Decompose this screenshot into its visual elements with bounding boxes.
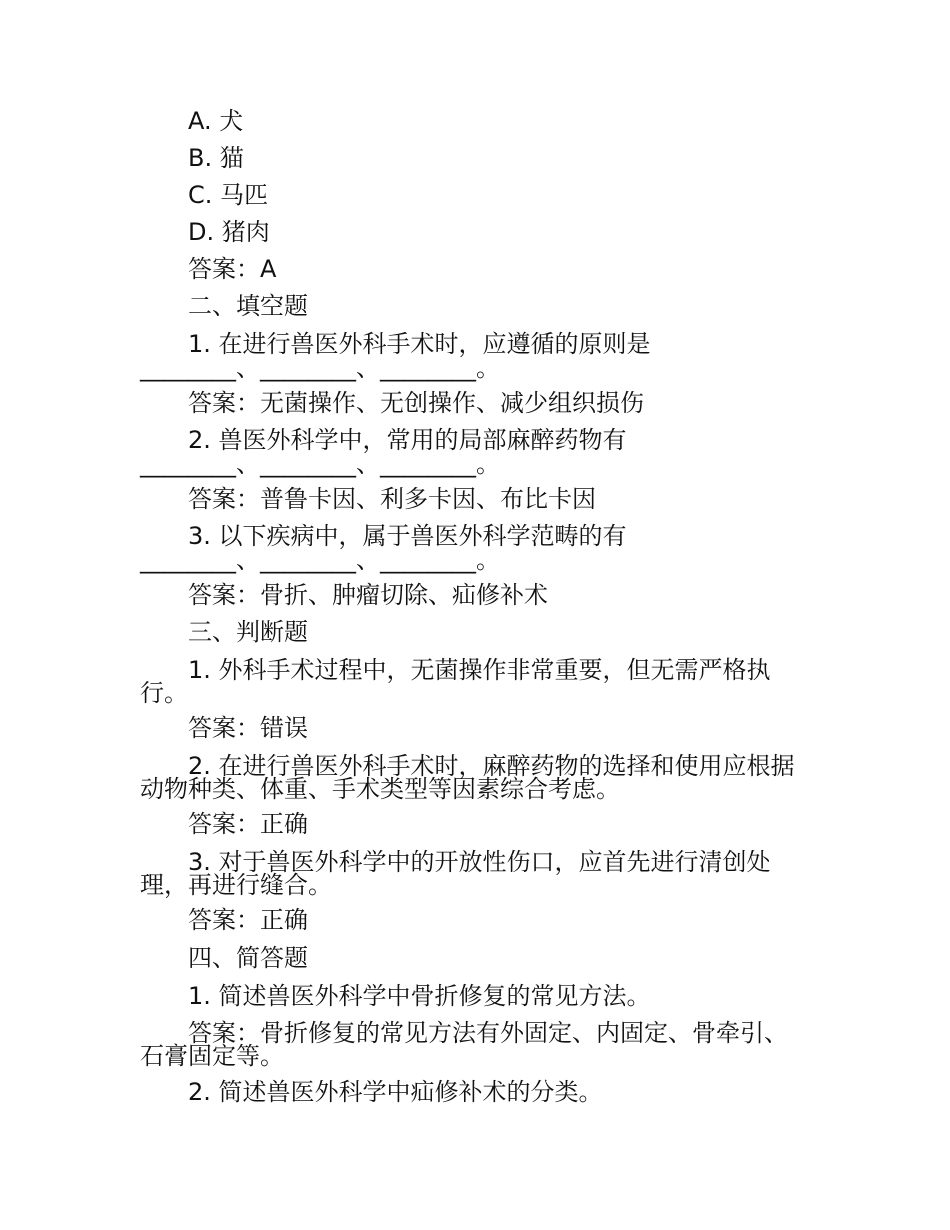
choice-answer: 答案：A	[188, 255, 277, 283]
short-answer-1-line2: 石膏固定等。	[140, 1042, 284, 1070]
judge-question-1-line2: 行。	[140, 679, 188, 707]
judge-answer-2: 答案：正确	[188, 810, 308, 838]
section-title-judge: 三、判断题	[188, 618, 308, 646]
section-title-short: 四、简答题	[188, 944, 308, 972]
judge-question-3-line1: 3. 对于兽医外科学中的开放性伤口，应首先进行清创处	[188, 848, 771, 876]
short-question-2: 2. 简述兽医外科学中疝修补术的分类。	[188, 1078, 603, 1106]
fill-answer-1: 答案：无菌操作、无创操作、减少组织损伤	[188, 389, 644, 417]
short-answer-1-line1: 答案：骨折修复的常见方法有外固定、内固定、骨牵引、	[188, 1019, 788, 1047]
fill-question-3: 3. 以下疾病中，属于兽医外科学范畴的有	[188, 522, 627, 550]
judge-answer-1: 答案：错误	[188, 714, 308, 742]
choice-option-a: A. 犬	[188, 107, 244, 135]
short-question-1: 1. 简述兽医外科学中骨折修复的常见方法。	[188, 982, 651, 1010]
choice-option-c: C. 马匹	[188, 181, 269, 209]
judge-question-1-line1: 1. 外科手术过程中，无菌操作非常重要，但无需严格执	[188, 656, 771, 684]
choice-option-b: B. 猫	[188, 144, 244, 172]
fill-answer-3: 答案：骨折、肿瘤切除、疝修补术	[188, 581, 548, 609]
fill-answer-2: 答案：普鲁卡因、利多卡因、布比卡因	[188, 485, 596, 513]
fill-question-1: 1. 在进行兽医外科手术时，应遵循的原则是	[188, 330, 651, 358]
judge-question-2-line2: 动物种类、体重、手术类型等因素综合考虑。	[140, 775, 620, 803]
fill-blanks-1: ________、________、________。	[140, 354, 500, 382]
choice-option-d: D. 猪肉	[188, 218, 270, 246]
section-title-fill: 二、填空题	[188, 292, 308, 320]
fill-blanks-2: ________、________、________。	[140, 450, 500, 478]
judge-answer-3: 答案：正确	[188, 906, 308, 934]
judge-question-3-line2: 理，再进行缝合。	[140, 871, 332, 899]
fill-blanks-3: ________、________、________。	[140, 546, 500, 574]
judge-question-2-line1: 2. 在进行兽医外科手术时，麻醉药物的选择和使用应根据	[188, 752, 795, 780]
fill-question-2: 2. 兽医外科学中，常用的局部麻醉药物有	[188, 426, 627, 454]
